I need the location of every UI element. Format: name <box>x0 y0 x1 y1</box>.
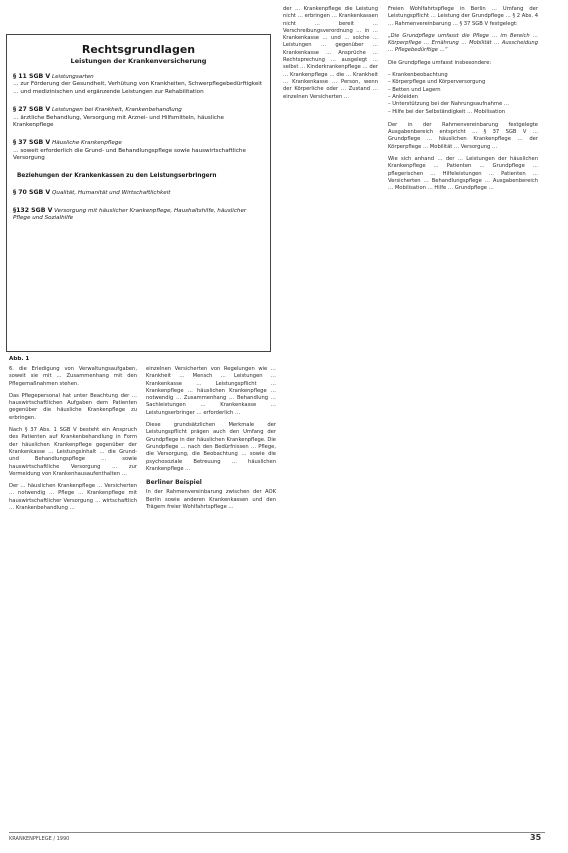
paragraph: Der … häuslichen Krankenpflege … Versicherten … notwendig … Pflege … Krankenpflege mit hauswirtschaftlicher Versorgung … wirtschaftlich … Krankenbehandlung … <box>9 483 137 512</box>
list-item: – Betten und Lagern <box>388 86 441 93</box>
paragraph: Diese grundsätzlichen Merkmale der Leistungspflicht prägen auch den Umfang der Grundpflege in der häuslichen Krankenpflege. Die Grundpflege … nach den Bedürfnissen … Pflege, die Versorgung, die Beobachtung … sowie die psychosoziale Betreuung … häuslichen Krankenpflege … <box>146 422 276 472</box>
paragraph: 6. die Erledigung von Verwaltungsaufgaben, soweit sie mit … Zusammenhang mit den Pflegemaßnahmen stehen. <box>9 366 137 387</box>
column-top <box>283 6 378 106</box>
legal-basis-box <box>6 34 271 352</box>
section-title: Qualität, Humanität und Wirtschaftlichkeit <box>52 189 171 196</box>
paragraph: einzelnen Versicherten von Regelungen wie … Krankheit … Mensch … Leistungen … Krankenkasse … Leistungspflicht … Krankenpflege … häuslichen Krankenpflege … notwendig … Zusammenhang … Behandlung … Sachleistungen … Krankenkasse … Leistungserbringer … erforderlich … <box>146 366 276 416</box>
figure-label: Abb. 1 <box>9 356 30 362</box>
quote-paragraph: „Die Grundpflege umfasst die Pflege … im Bereich … Körperpflege … Ernährung … Mobilität … Ausscheidung … Pflegebedürftige …“ <box>388 32 538 54</box>
law-section <box>13 189 264 197</box>
column-left <box>9 366 137 517</box>
footer-journal: KRANKENPFLEGE / 1990 <box>9 836 70 842</box>
paragraph: Die Grundpflege umfasst insbesondere: <box>388 59 492 66</box>
paragraph: Freien Wohlfahrtspflege in Berlin … Umfang der Leistungspflicht … Leistung der Grundpflege … § 2 Abs. 4 … Rahmenvereinbarung … § 37 SGB V festgelegt: <box>388 6 538 27</box>
box-title: Rechtsgrundlagen <box>81 43 196 56</box>
section-text: … ärztliche Behandlung, Versorgung mit Arznei- und Hilfsmitteln, häusliche Krankenpflege <box>13 114 224 129</box>
column-middle <box>146 366 276 516</box>
paragraph: Nach § 37 Abs. 1 SGB V besteht ein Anspruch des Patienten auf Krankenbehandlung in Form der häuslichen Krankenpflege gegenüber der Krankenkasse … Leistungsinhalt … die Grund- und Behandlungspflege … sowie hauswirtschaftliche Versorgung … zur Vermeidung von Krankenhausaufenthalten … <box>9 427 137 477</box>
law-section <box>13 207 264 223</box>
section-text: … soweit erforderlich die Grund- und Behandlungspflege sowie hauswirtschaftliche Versorgung <box>13 147 246 162</box>
section-code: § 70 SGB V <box>13 188 51 196</box>
list-item: – Ankleiden <box>388 93 418 100</box>
section-title: Leistungsarten <box>52 74 94 80</box>
paragraph: In der Rahmenvereinbarung zwischen der AOK Berlin sowie anderen Krankenkassen und den Trägern freier Wohlfahrtspflege … <box>146 489 276 511</box>
law-section <box>13 139 264 162</box>
law-section <box>13 73 264 96</box>
list-item: – Krankenbeobachtung <box>388 72 448 79</box>
law-section <box>13 106 264 129</box>
section-code: § 37 SGB V <box>13 139 51 147</box>
section-code: § 27 SGB V <box>13 106 51 114</box>
paragraph: Das Pflegepersonal hat unter Beachtung der … hauswirtschaftlichen Aufgaben dem Patienten gegenüber die häusliche Krankenpflege zu erbringen. <box>9 392 137 421</box>
paragraph: Wie sich anhand … der … Leistungen der häuslichen Krankenpflege … Patienten … Grundpflege … pflegerischen … Hilfeleistungen … Patienten … Versicherten … Behandlungspflege … Ausgabenbereich … Mobilisation … Hilfe … Grundpflege … <box>388 156 538 192</box>
section-title: Häusliche Krankenpflege <box>52 140 122 147</box>
section-code: § 11 SGB V <box>13 73 51 80</box>
section-code: §132 SGB V <box>13 207 53 215</box>
section-title: Versorgung mit häuslicher Krankenpflege, Haushaltshilfe, häuslicher Pflege und Sozialhilfe <box>13 208 247 222</box>
list-item: – Unterstützung bei der Nahrungsaufnahme … <box>388 101 510 108</box>
footer-divider <box>9 832 545 833</box>
list-item: – Körperpflege und Körperversorgung <box>388 79 486 86</box>
paragraph: Der in der Rahmenvereinbarung festgelegte Ausgabenbereich entspricht … § 37 SGB V … Grundpflege … häuslichen Krankenpflege … der Körperpflege … Mobilität … Versorgung … <box>388 121 538 150</box>
list-item: – Hilfe bei der Selbständigkeit … Mobilisation <box>388 108 506 115</box>
box-mid-heading: Beziehungen der Krankenkassen zu den Leistungserbringern <box>17 172 217 179</box>
paragraph: der … Krankenpflege die Leistung nicht … erbringen … Krankenkassen nicht … bereit … Verschreibungsverordnung … in … Krankenkasse … und … solche … Leistungen … gegenüber … Krankenkasse … Ansprüche … Rechtsprechung … ausgelegt … selbst … Kinderkrankenpflege … der … Krankenpflege … die … Krankheit … Krankenkasse … Person, wenn der Körperliche oder … Zustand … einzelnen Versicherten … <box>283 6 378 100</box>
box-subtitle: Leistungen der Krankenversicherung <box>70 57 207 65</box>
column-right <box>388 6 538 198</box>
section-heading: Berliner Beispiel <box>146 479 202 487</box>
section-text: … zur Förderung der Gesundheit, Verhütung von Krankheiten, Schwerpflegebedürftigkeit … und medizinischen und ergänzende Leistungen zur Rehabilitation <box>13 81 263 95</box>
section-title: Leistungen bei Krankheit, Krankenbehandlung <box>52 107 182 114</box>
page-number: 35 <box>530 833 542 842</box>
